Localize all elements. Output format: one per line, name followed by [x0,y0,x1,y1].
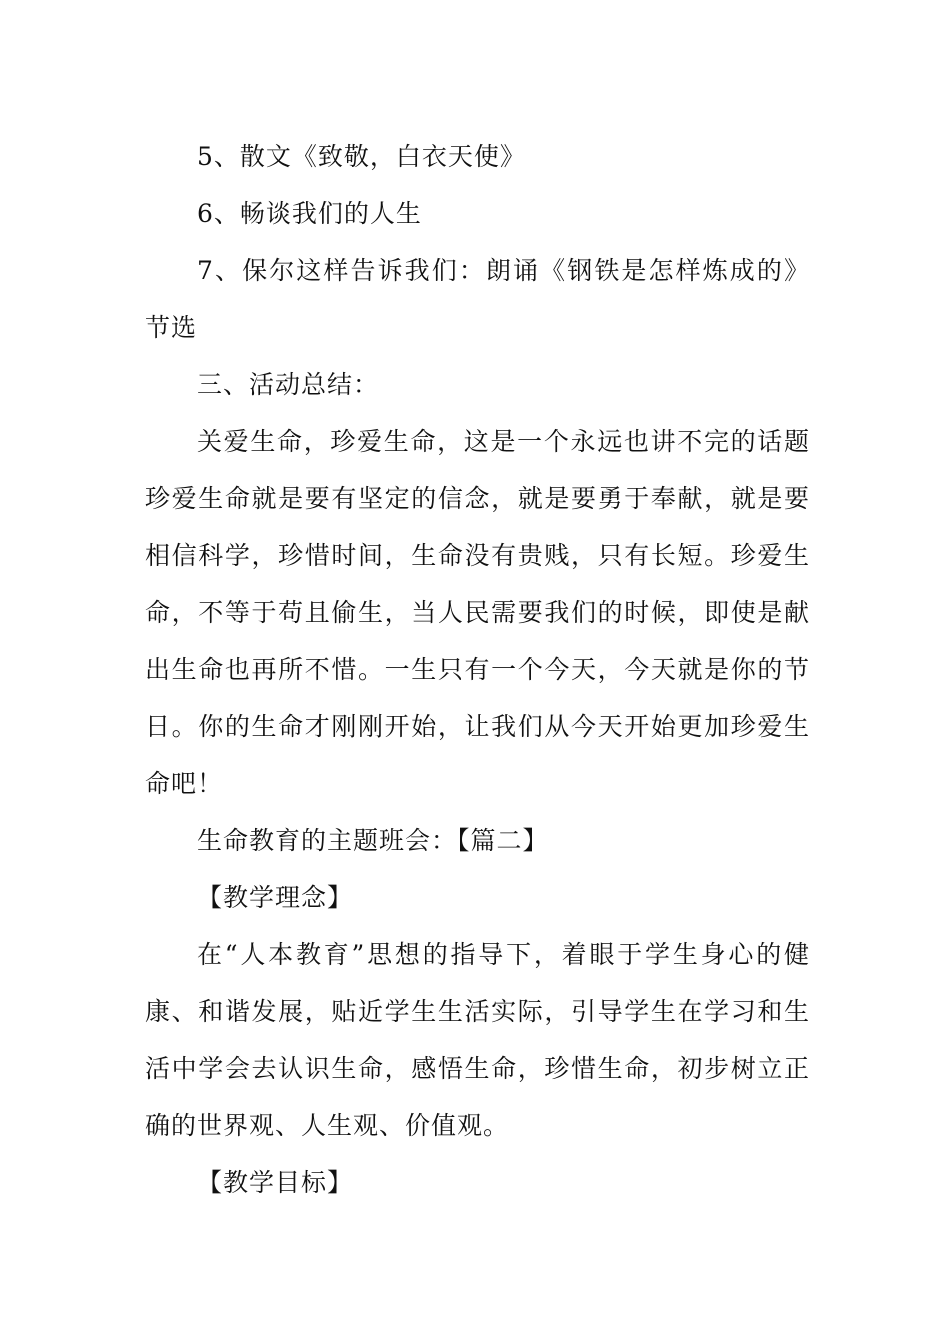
list-item-life-talk: 6、畅谈我们的人生 [197,199,422,228]
document-body [145,128,810,1211]
section-heading-teaching-philosophy: 【教学理念】 [197,883,354,912]
section-heading-teaching-goals: 【教学目标】 [197,1168,354,1197]
summary-paragraph: 关爱生命，珍爱生命，这是一个永远也讲不完的话题珍爱生命就是要有坚定的信念，就是要勇于奉献，就是要相信科学，珍惜时间，生命没有贵贱，只有长短。珍爱生命，不等于苟且偷生，当人民需要我们的时候，即使是献出生命也再所不惜。一生只有一个今天，今天就是你的节日。你的生命才刚刚开始，让我们从今天开始更加珍爱生命吧！ [145,427,810,798]
teaching-philosophy-paragraph: 在“人本教育”思想的指导下，着眼于学生身心的健康、和谐发展，贴近学生生活实际，引导学生在学习和生活中学会去认识生命，感悟生命，珍惜生命，初步树立正确的世界观、人生观、价值观。 [145,940,810,1140]
section-heading-summary: 三、活动总结： [197,370,380,399]
list-item-essay: 5、散文《致敬，白衣天使》 [197,142,526,171]
section-title-part-two: 生命教育的主题班会：【篇二】 [197,826,549,855]
list-item-recitation: 7、保尔这样告诉我们：朗诵《钢铁是怎样炼成的》节选 [145,256,810,342]
